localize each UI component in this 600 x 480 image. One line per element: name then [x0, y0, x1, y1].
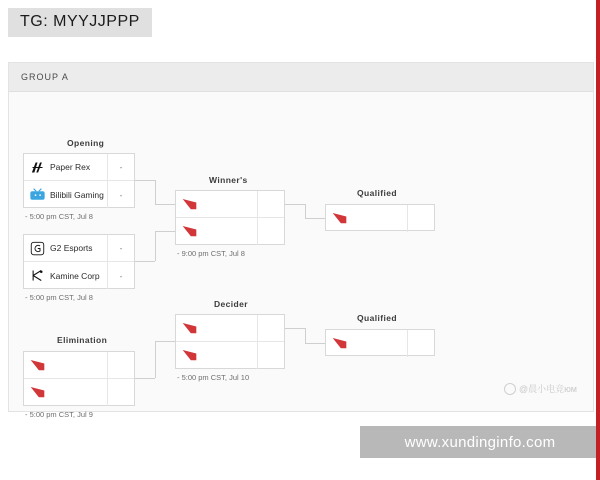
- valorant-placeholder-logo: [24, 352, 50, 378]
- table-row[interactable]: [326, 330, 434, 357]
- bracket-body: [9, 92, 593, 419]
- valorant-placeholder-logo: [24, 379, 50, 406]
- team-score: [107, 352, 134, 378]
- weibo-watermark-text: @晨小电竞юм: [519, 384, 577, 394]
- right-edge-accent: [596, 0, 600, 480]
- table-row[interactable]: [24, 379, 134, 406]
- valorant-placeholder-logo: [326, 330, 352, 357]
- team-score: [257, 342, 284, 369]
- paper-rex-logo: [24, 154, 50, 180]
- table-row[interactable]: [176, 315, 284, 342]
- round-title-qualified-bottom: Qualified: [357, 313, 397, 323]
- connector-line: [285, 204, 305, 205]
- table-row[interactable]: [176, 218, 284, 245]
- url-watermark-text: www.xundinginfo.com: [404, 433, 556, 451]
- group-a-bracket-panel: [8, 62, 594, 419]
- table-row[interactable]: [176, 342, 284, 369]
- table-row[interactable]: [176, 191, 284, 218]
- weibo-icon: [504, 383, 516, 395]
- connector-line: [155, 231, 156, 261]
- table-row[interactable]: [24, 235, 134, 262]
- connector-line: [155, 341, 156, 378]
- team-score: [257, 315, 284, 341]
- group-label: GROUP A: [21, 72, 69, 82]
- match-qualified-top[interactable]: [325, 204, 435, 231]
- team-score: [257, 218, 284, 245]
- table-row[interactable]: [24, 154, 134, 181]
- team-name: Kamine Corp: [50, 270, 100, 281]
- match-time-elimination: - 5:00 pm CST, Jul 9: [25, 410, 93, 419]
- weibo-watermark: [504, 382, 577, 395]
- team-name: Bilibili Gaming: [50, 189, 104, 200]
- match-decider[interactable]: [175, 314, 285, 369]
- team-score: [107, 379, 134, 406]
- team-score: -: [107, 181, 134, 208]
- connector-line: [135, 180, 155, 181]
- team-score: [257, 191, 284, 217]
- connector-line: [305, 343, 325, 344]
- valorant-placeholder-logo: [326, 205, 352, 232]
- team-score: -: [107, 235, 134, 261]
- valorant-placeholder-logo: [176, 315, 202, 341]
- match-opening-2[interactable]: [23, 234, 135, 289]
- match-winners[interactable]: [175, 190, 285, 245]
- telegram-handle-banner: [8, 8, 152, 37]
- connector-line: [305, 328, 306, 343]
- connector-line: [155, 204, 175, 205]
- round-title-opening: Opening: [67, 138, 105, 148]
- team-score: -: [107, 154, 134, 180]
- team-score: [407, 205, 434, 232]
- connector-line: [305, 218, 325, 219]
- table-row[interactable]: [24, 181, 134, 208]
- team-score: [407, 330, 434, 357]
- connector-line: [155, 341, 175, 342]
- kamine-corp-logo: [24, 262, 50, 289]
- round-title-qualified-top: Qualified: [357, 188, 397, 198]
- connector-line: [305, 204, 306, 218]
- connector-line: [135, 378, 155, 379]
- valorant-placeholder-logo: [176, 342, 202, 369]
- connector-line: [155, 231, 175, 232]
- table-row[interactable]: [326, 205, 434, 232]
- g2-esports-logo: [24, 235, 50, 261]
- connector-line: [285, 328, 305, 329]
- telegram-handle-text: TG: MYYJJPPP: [20, 13, 140, 30]
- team-name: Paper Rex: [50, 162, 91, 172]
- bilibili-gaming-logo: [24, 181, 50, 208]
- url-watermark-bar: [360, 426, 600, 458]
- match-opening-1[interactable]: [23, 153, 135, 208]
- valorant-placeholder-logo: [176, 191, 202, 217]
- match-elimination[interactable]: [23, 351, 135, 406]
- match-time-opening-1: - 5:00 pm CST, Jul 8: [25, 212, 93, 221]
- connector-line: [155, 180, 156, 204]
- valorant-placeholder-logo: [176, 218, 202, 245]
- round-title-elimination: Elimination: [57, 335, 108, 345]
- table-row[interactable]: [24, 352, 134, 379]
- round-title-winners: Winner's: [209, 175, 248, 185]
- match-qualified-bottom[interactable]: [325, 329, 435, 356]
- match-time-opening-2: - 5:00 pm CST, Jul 8: [25, 293, 93, 302]
- team-score: -: [107, 262, 134, 289]
- round-title-decider: Decider: [214, 299, 248, 309]
- match-time-winners: - 9:00 pm CST, Jul 8: [177, 249, 245, 258]
- team-name: G2 Esports: [50, 243, 93, 253]
- table-row[interactable]: [24, 262, 134, 289]
- group-header: [9, 63, 593, 92]
- connector-line: [135, 261, 155, 262]
- match-time-decider: - 5:00 pm CST, Jul 10: [177, 373, 250, 382]
